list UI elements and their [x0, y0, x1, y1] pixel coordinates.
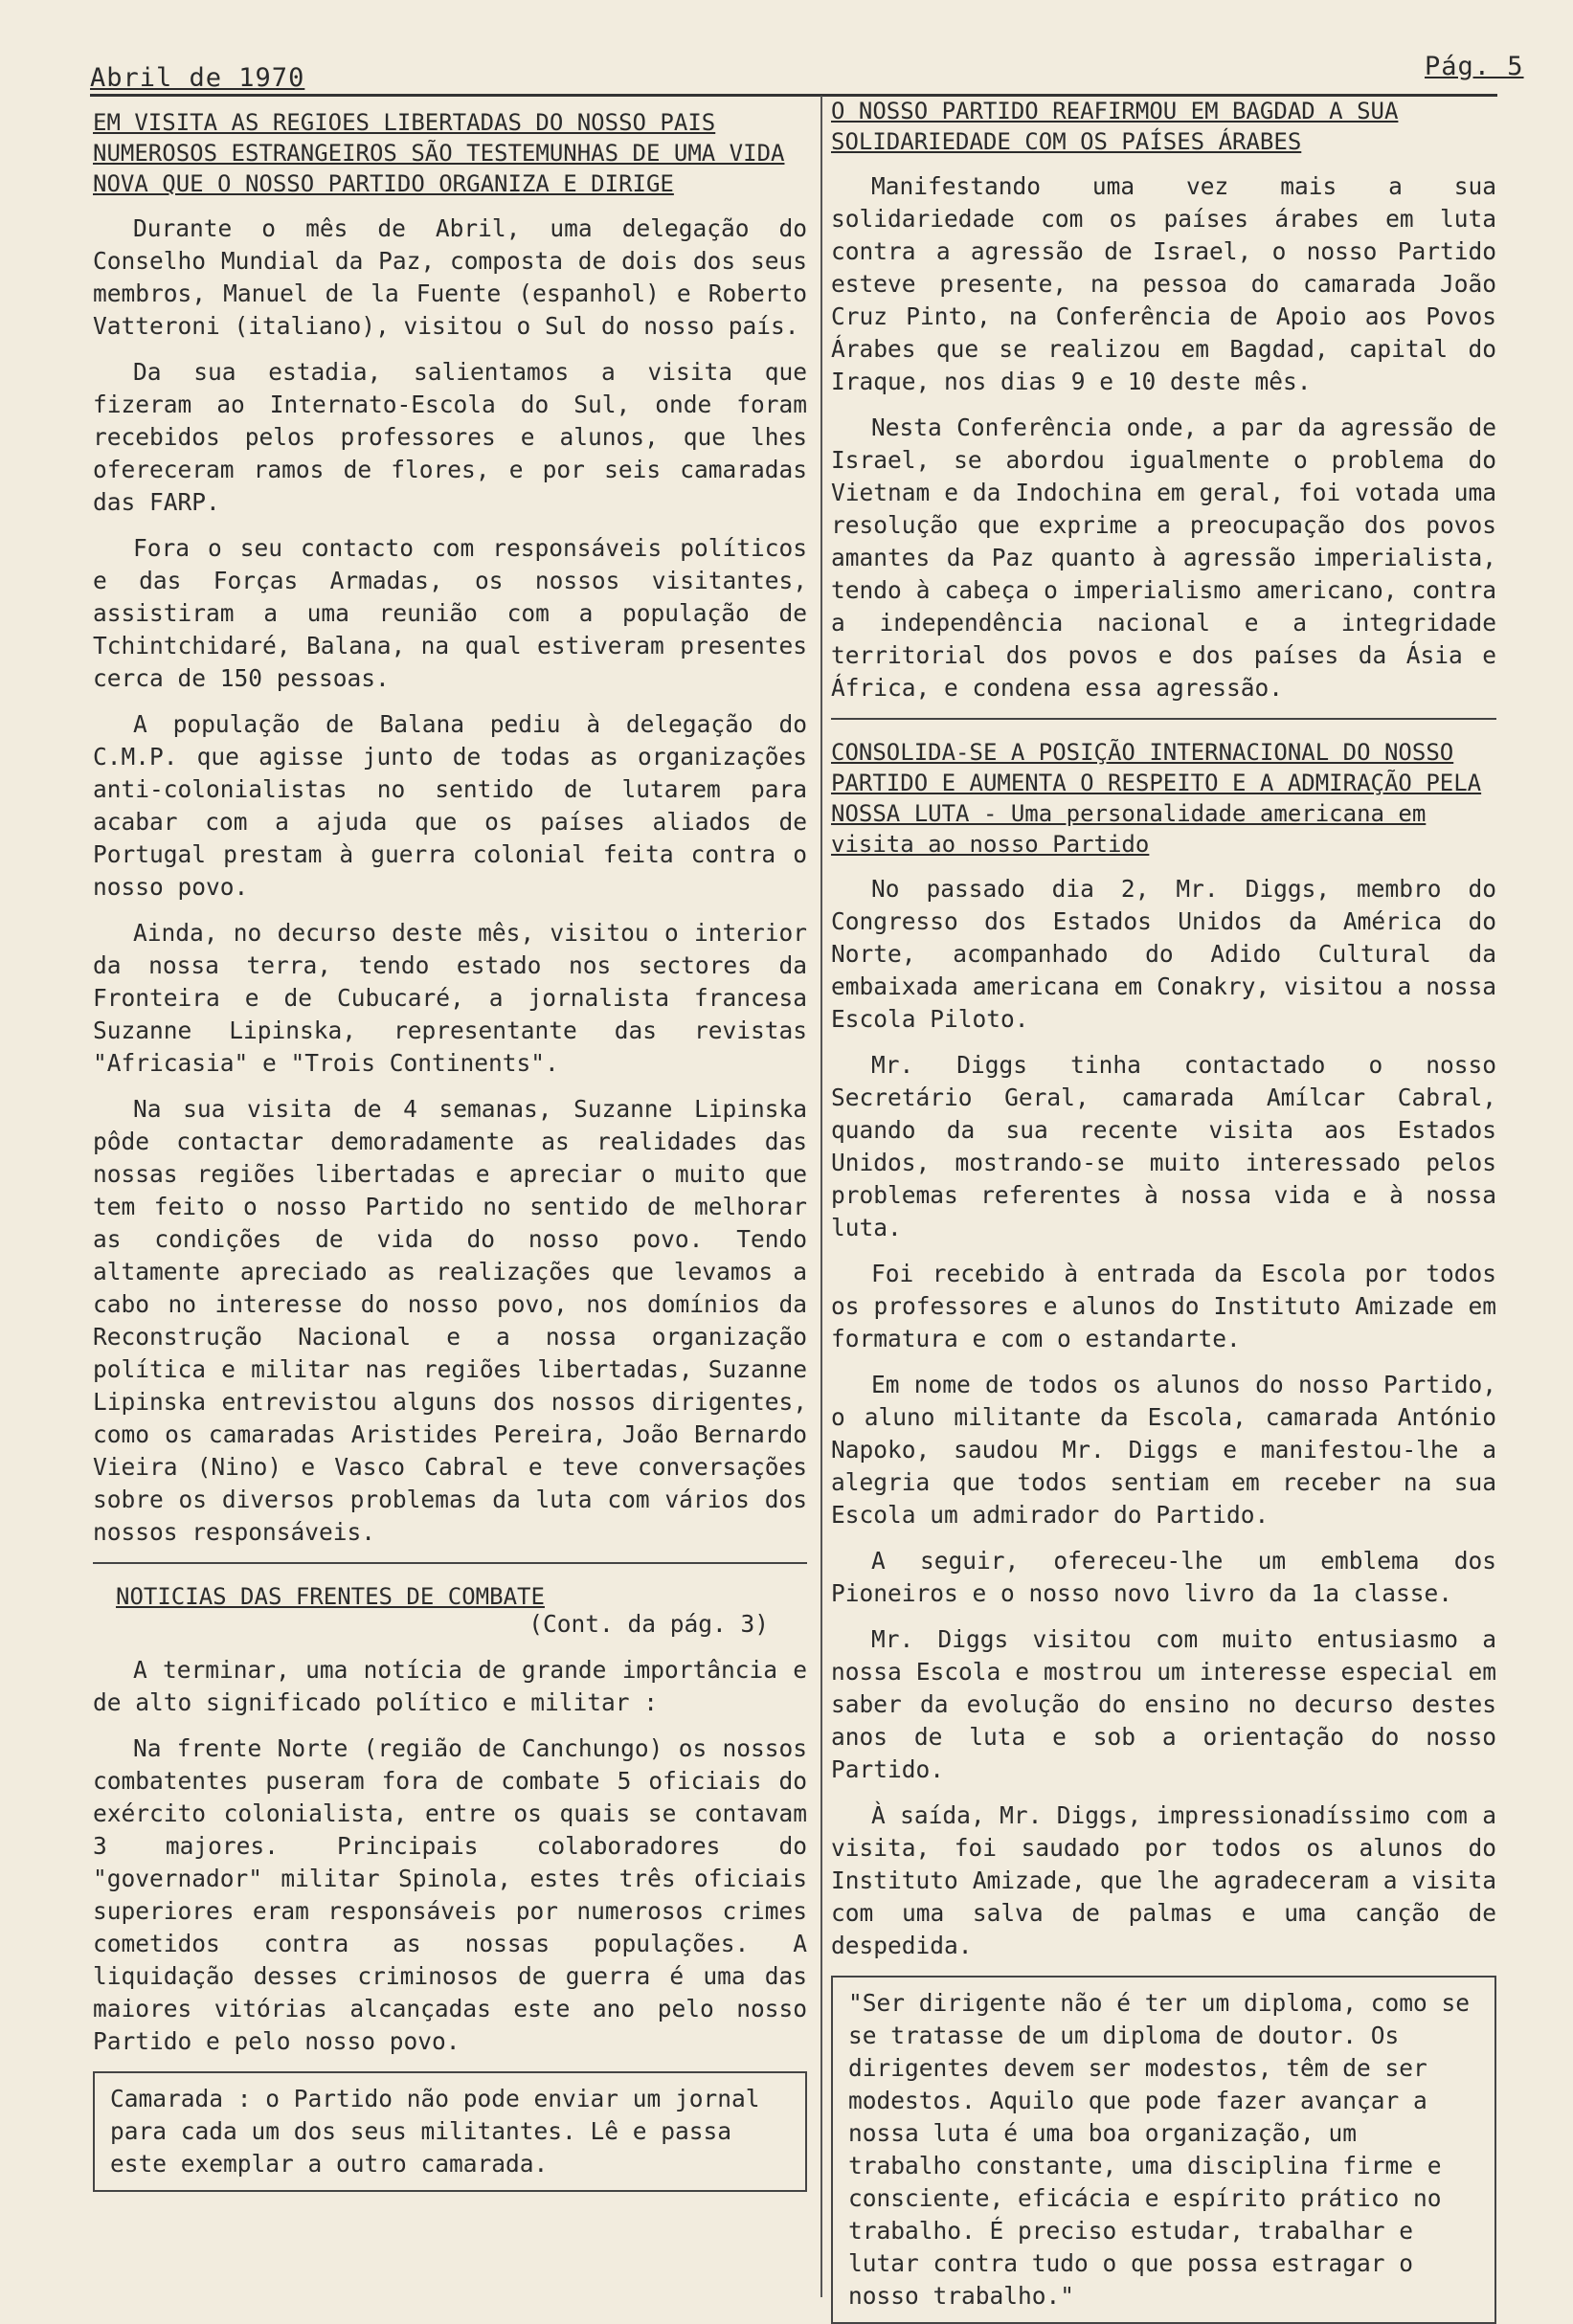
notice-text: Camarada : o Partido não pode enviar um jornal para cada um dos seus militantes. Lê e passa este exemplar a outro camarada.	[110, 2085, 760, 2178]
section-separator	[93, 1562, 807, 1564]
issue-date: Abril de 1970	[90, 63, 305, 93]
article-paragraph: Nesta Conferência onde, a par da agressão de Israel, se abordou igualmente o problema do Vietnam e da Indochina em geral, foi votada uma resolução que exprime a preocupação dos povos amantes da Paz quanto à agressão imperialista, tendo à cabeça o imperialismo americano, contra a independência nacional e a integridade territorial dos povos e dos países da Ásia e África, e condena essa agressão.	[831, 413, 1496, 702]
article-paragraph: Fora o seu contacto com responsáveis políticos e das Forças Armadas, os nossos visitantes, assistiram a uma reunião com a população de Tchintchidaré, Balana, na qual estiveram presentes cerca de 150 pessoas.	[93, 534, 807, 692]
article-paragraph: A população de Balana pediu à delegação do C.M.P. que agisse junto de todas as organizações anti-colonialistas no sentido de lutarem para acabar com a ajuda que os países aliados de Portugal prestam à guerra colonial feita contra o nosso povo.	[93, 710, 807, 901]
article-paragraph: À saída, Mr. Diggs, impressionadíssimo com a visita, foi saudado por todos os alunos do Instituto Amizade, que lhe agradeceram a visita com uma salva de palmas e uma canção de despedida.	[831, 1801, 1496, 1959]
page-number: Pág. 5	[1425, 52, 1524, 81]
quote-text: "Ser dirigente não é ter um diploma, como se se tratasse de um diploma de doutor. Os dirigentes devem ser modestos, têm de ser modestos. Aquilo que pode fazer avançar a nossa luta é uma boa organização, um trabalho constante, uma disciplina firme e consciente, eficácia e espírito prático no trabalho. É preciso estudar, trabalhar e lutar contra tudo o que possa estragar o nosso trabalho."	[848, 1989, 1471, 2310]
right-column	[831, 96, 1496, 2324]
article-paragraph: Mr. Diggs visitou com muito entusiasmo a nossa Escola e mostrou um interesse especial em saber da evolução do ensino no decurso destes anos de luta e sob a orientação do nosso Partido.	[831, 1625, 1496, 1783]
article-paragraph: Manifestando uma vez mais a sua solidariedade com os países árabes em luta contra a agressão de Israel, o nosso Partido esteve presente, na pessoa do camarada João Cruz Pinto, na Conferência de Apoio aos Povos Árabes que se realizou em Bagdad, capital do Iraque, nos dias 9 e 10 deste mês.	[831, 172, 1496, 395]
article-paragraph: A seguir, ofereceu-lhe um emblema dos Pioneiros e o nosso novo livro da 1a classe.	[831, 1547, 1496, 1607]
article-paragraph: Na sua visita de 4 semanas, Suzanne Lipinska pôde contactar demoradamente as realidades das nossas regiões libertadas e apreciar o muito que tem feito o nosso Partido no sentido de melhorar as condições de vida do nosso povo. Tendo altamente apreciado as realizações que levamos a cabo no interesse do nosso povo, nos domínios da Reconstrução Nacional e a nossa organização política e militar nas regiões libertadas, Suzanne Lipinska entrevistou alguns dos nossos dirigentes, como os camaradas Aristides Pereira, João Bernardo Vieira (Nino) e Vasco Cabral e teve conversações sobre os diversos problemas da luta com vários dos nossos responsáveis.	[93, 1095, 807, 1546]
article-paragraph: Durante o mês de Abril, uma delegação do Conselho Mundial da Paz, composta de dois dos seus membros, Manuel de la Fuente (espanhol) e Roberto Vatteroni (italiano), visitou o Sul do nosso país.	[93, 214, 807, 340]
left-column	[93, 107, 807, 2192]
article-headline-consolida: CONSOLIDA-SE A POSIÇÃO INTERNACIONAL DO NOSSO PARTIDO E AUMENTA O RESPEITO E A ADMIRAÇÃO PELA NOSSA LUTA - Uma personalidade americana em visita ao nosso Partido	[831, 739, 1482, 858]
quote-box	[831, 1976, 1496, 2324]
article-paragraph: Mr. Diggs tinha contactado o nosso Secretário Geral, camarada Amílcar Cabral, quando da sua recente visita aos Estados Unidos, mostrando-se muito interessado pelos problemas referentes à nossa vida e à nossa luta.	[831, 1051, 1496, 1241]
column-divider	[820, 96, 822, 2297]
continuation-note: (Cont. da pág. 3)	[528, 1610, 769, 1638]
article-paragraph: Foi recebido à entrada da Escola por todos os professores e alunos do Instituto Amizade em formatura e com o estandarte.	[831, 1260, 1496, 1352]
section-separator	[831, 718, 1496, 720]
article-headline-bagdad: O NOSSO PARTIDO REAFIRMOU EM BAGDAD A SUA SOLIDARIEDADE COM OS PAÍSES ÁRABES	[831, 98, 1399, 155]
article-paragraph: Ainda, no decurso deste mês, visitou o interior da nossa terra, tendo estado nos sectores da Fronteira e de Cubucaré, a jornalista francesa Suzanne Lipinska, representante das revistas "Africasia" e "Trois Continents".	[93, 919, 807, 1077]
notice-box	[93, 2071, 807, 2192]
article-paragraph: Em nome de todos os alunos do nosso Partido, o aluno militante da Escola, camarada António Napoko, saudou Mr. Diggs e manifestou-lhe a alegria que todos sentiam em receber na sua Escola um admirador do Partido.	[831, 1371, 1496, 1529]
article-paragraph: Da sua estadia, salientamos a visita que fizeram ao Internato-Escola do Sul, onde foram recebidos pelos professores e alunos, que lhes ofereceram ramos de flores, e por seis camaradas das FARP.	[93, 358, 807, 516]
article-paragraph: No passado dia 2, Mr. Diggs, membro do Congresso dos Estados Unidos da América do Norte, acompanhado do Adido Cultural da embaixada americana em Conakry, visitou a nossa Escola Piloto.	[831, 875, 1496, 1033]
article-paragraph: A terminar, uma notícia de grande importância e de alto significado político e militar :	[93, 1656, 807, 1716]
article-headline-combate: NOTICIAS DAS FRENTES DE COMBATE	[116, 1583, 545, 1610]
article-paragraph: Na frente Norte (região de Canchungo) os nossos combatentes puseram fora de combate 5 oficiais do exército colonialista, entre os quais se contavam 3 majores. Principais colaboradores do "governador" militar Spinola, estes três oficiais superiores eram responsáveis por numerosos crimes cometidos contra as nossas populações. A liquidação desses criminosos de guerra é uma das maiores vitórias alcançadas este ano pelo nosso Partido e pelo nosso povo.	[93, 1734, 807, 2055]
article-headline-visita: EM VISITA AS REGIOES LIBERTADAS DO NOSSO PAIS NUMEROSOS ESTRANGEIROS SÃO TESTEMUNHAS DE UMA VIDA NOVA QUE O NOSSO PARTIDO ORGANIZA E DIRIGE	[93, 109, 785, 197]
